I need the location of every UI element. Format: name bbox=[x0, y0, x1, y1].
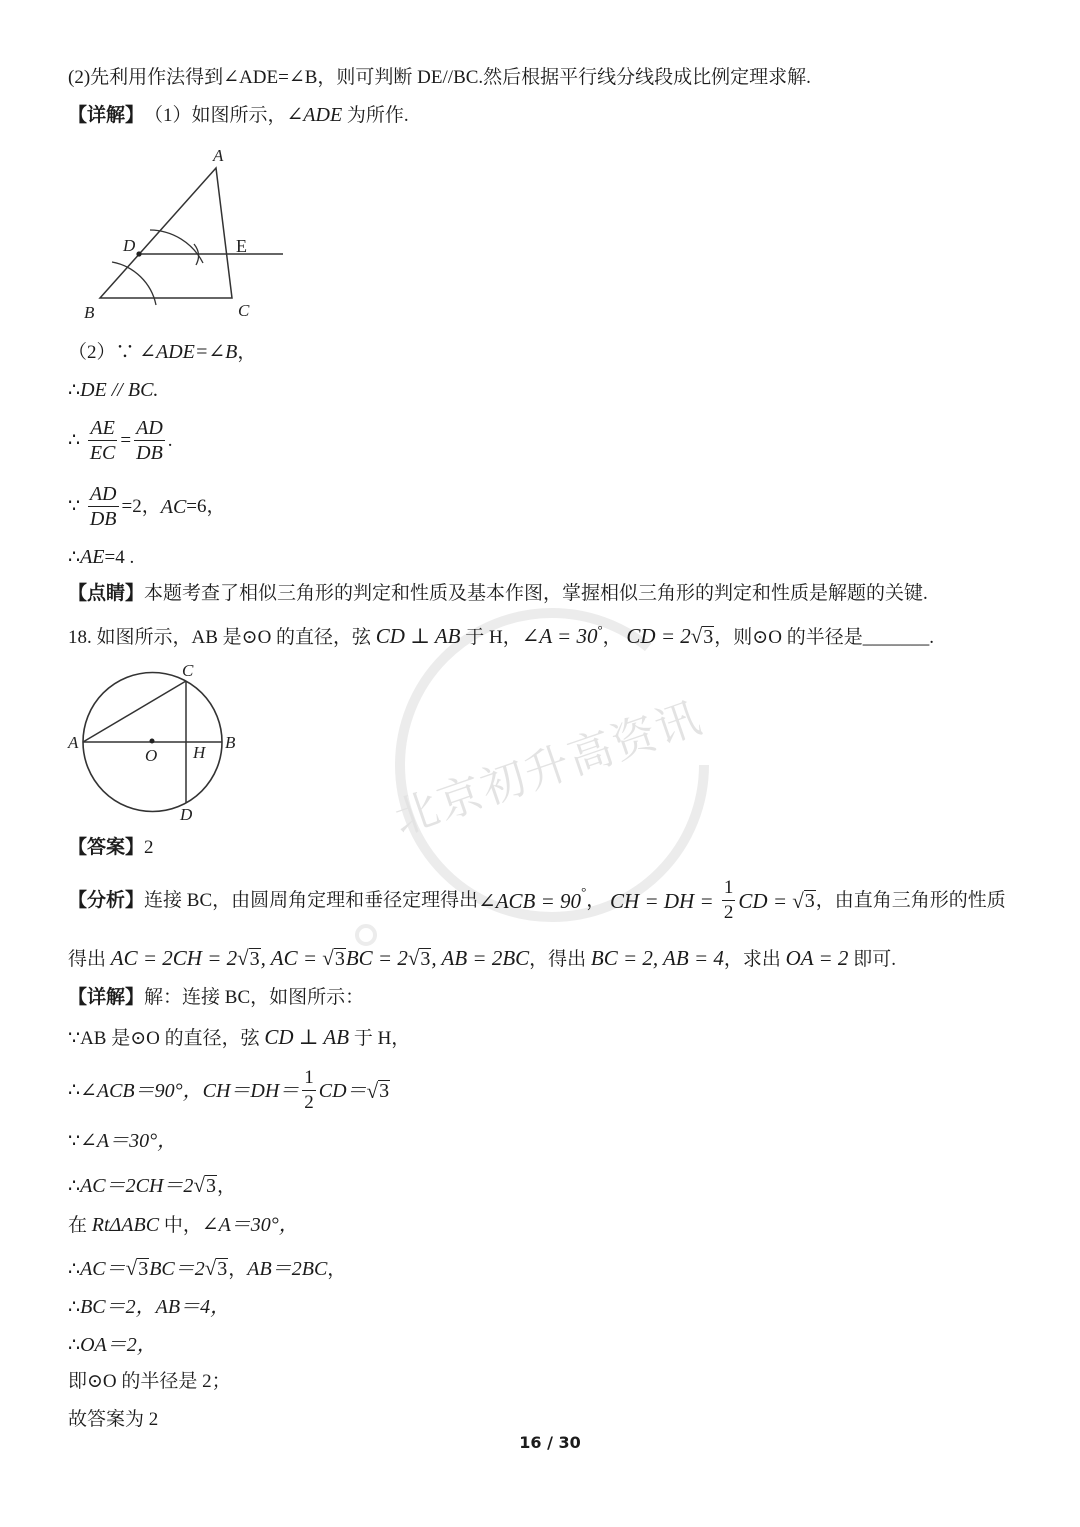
math-expression: ∠ADE=∠B bbox=[139, 341, 238, 363]
fraction bbox=[88, 482, 119, 531]
solution-line-4 bbox=[68, 1173, 236, 1199]
text-segment: 为所作. bbox=[342, 105, 409, 126]
text-segment: ， bbox=[586, 889, 611, 911]
segment-ac bbox=[83, 681, 186, 742]
point-o bbox=[150, 739, 155, 744]
page-number: 16 / 30 bbox=[519, 1433, 581, 1452]
text-segment: 于 H， bbox=[349, 1028, 411, 1049]
text-segment: ，得出 bbox=[529, 949, 591, 970]
text-segment: ， bbox=[216, 1176, 236, 1197]
detail-1-line bbox=[68, 103, 409, 128]
watermark-text: 北京初升高资讯 bbox=[387, 691, 709, 845]
watermark-dot bbox=[357, 926, 375, 944]
text-segment: 于 H， bbox=[460, 627, 522, 648]
text-segment: 中， bbox=[159, 1215, 202, 1236]
math-expression: OA＝2， bbox=[80, 1334, 157, 1356]
text-segment: =6， bbox=[186, 495, 226, 517]
text-segment: 连接 BC，由圆周角定理和垂径定理得出 bbox=[144, 889, 479, 911]
math-expression: ∠A = 30 bbox=[521, 624, 598, 648]
denominator: EC bbox=[89, 442, 116, 464]
therefore-symbol: ∴ bbox=[68, 547, 81, 568]
therefore-symbol: ∴ bbox=[68, 1259, 81, 1280]
label-b: B bbox=[225, 733, 236, 752]
radical-sign: √ bbox=[193, 1173, 205, 1197]
radicand: 3 bbox=[334, 948, 345, 970]
text-segment: 在 bbox=[68, 1215, 92, 1236]
text-segment: =4 . bbox=[104, 547, 135, 568]
label-d: D bbox=[123, 236, 136, 255]
math-expression: AC = 2CH = 2 bbox=[110, 946, 238, 970]
numerator: 1 bbox=[722, 876, 736, 901]
radical-sign: √ bbox=[366, 1078, 379, 1103]
intro-line bbox=[68, 66, 811, 90]
fraction bbox=[722, 876, 736, 925]
radical-sign: √ bbox=[792, 888, 804, 913]
math-expression: , AC = bbox=[260, 946, 323, 970]
math-expression: ∠A＝30°， bbox=[80, 1130, 178, 1152]
label-c: C bbox=[182, 661, 194, 680]
text-segment: 即⊙O 的半径是 2； bbox=[68, 1371, 231, 1392]
radicand: 3 bbox=[703, 626, 714, 648]
numerator: AD bbox=[136, 417, 163, 439]
solution-line-6 bbox=[68, 1256, 346, 1282]
denominator: 2 bbox=[723, 902, 734, 923]
text-segment: ， bbox=[602, 627, 627, 648]
text-segment: ，求出 bbox=[723, 949, 786, 970]
section-label: 【点睛】 bbox=[68, 583, 145, 604]
radicand: 3 bbox=[138, 1258, 149, 1280]
triangle-abc bbox=[100, 168, 232, 298]
label-h: H bbox=[193, 743, 206, 762]
solution-line-5 bbox=[68, 1213, 299, 1238]
label-d: D bbox=[180, 805, 193, 824]
equals-sign: = bbox=[120, 429, 132, 451]
section-label: 【详解】 bbox=[68, 987, 145, 1008]
radical-sign: √ bbox=[407, 946, 420, 970]
math-expression: BC＝2，AB＝4， bbox=[80, 1296, 231, 1318]
text-segment: ， bbox=[237, 342, 257, 363]
text-segment: . bbox=[167, 429, 173, 451]
math-expression: AC bbox=[160, 495, 187, 518]
remark-line bbox=[68, 582, 928, 606]
radical-sign: √ bbox=[322, 946, 334, 970]
therefore-symbol: ∴ bbox=[68, 1335, 81, 1356]
math-expression: ∠ACB = 90 bbox=[478, 888, 582, 913]
math-expression: CD = bbox=[738, 888, 793, 913]
text-segment: 即可. bbox=[848, 949, 896, 970]
because-symbol: ∵ bbox=[68, 495, 85, 517]
figure-triangle-construction bbox=[80, 145, 295, 325]
text-segment: . bbox=[929, 627, 934, 648]
step-6-line bbox=[68, 545, 134, 570]
text-segment: ，则⊙O 的半径是 bbox=[714, 627, 863, 648]
text-segment: (2)先利用作法得到∠ADE=∠B，则可判断 DE//BC.然后根据平行线分线段成比例定理求解. bbox=[68, 67, 811, 88]
denominator: DB bbox=[89, 508, 117, 530]
radicand: 3 bbox=[379, 1080, 390, 1102]
radicand: 3 bbox=[249, 948, 260, 970]
answer-line bbox=[68, 836, 154, 860]
section-label: 【分析】 bbox=[68, 889, 145, 911]
text-segment: 故答案为 2 bbox=[68, 1409, 159, 1430]
math-expression: AB＝2BC bbox=[247, 1258, 328, 1280]
numerator: 1 bbox=[302, 1066, 316, 1091]
solution-line-7 bbox=[68, 1295, 230, 1320]
point-d bbox=[136, 251, 141, 256]
radicand: 3 bbox=[420, 948, 431, 970]
therefore-symbol: ∴ bbox=[68, 1079, 81, 1101]
math-expression: BC＝2 bbox=[149, 1258, 205, 1280]
numerator: AE bbox=[90, 417, 115, 439]
solution-line-8 bbox=[68, 1333, 157, 1358]
therefore-symbol: ∴ bbox=[68, 380, 81, 401]
step-3-line bbox=[68, 378, 158, 403]
radicand: 3 bbox=[217, 1258, 228, 1280]
math-expression: , AB = 2BC bbox=[431, 946, 530, 970]
degree-sign: ° bbox=[581, 883, 587, 899]
text-segment: ， bbox=[228, 1259, 248, 1280]
section-label: 【答案】 bbox=[68, 837, 145, 858]
math-expression: CD ⊥ AB bbox=[264, 1025, 350, 1049]
text-segment: ， bbox=[327, 1259, 347, 1280]
denominator: 2 bbox=[304, 1092, 314, 1113]
answer-blank: _______ bbox=[862, 627, 930, 648]
denominator: DB bbox=[136, 442, 163, 464]
text-segment: ，由直角三角形的性质 bbox=[815, 889, 1006, 911]
math-expression: BC = 2, AB = 4 bbox=[590, 946, 724, 970]
label-c: C bbox=[238, 301, 250, 320]
therefore-symbol: ∴ bbox=[68, 1297, 81, 1318]
math-expression: BC = 2 bbox=[345, 946, 408, 970]
math-expression: DE // BC. bbox=[80, 379, 159, 401]
math-expression: CH＝DH＝ bbox=[202, 1079, 300, 1102]
step-5-line bbox=[68, 482, 226, 531]
radical-sign: √ bbox=[125, 1256, 138, 1280]
math-expression: CH = DH = bbox=[610, 888, 719, 913]
text-segment: 解：连接 BC，如图所示： bbox=[144, 987, 365, 1008]
analysis-line-2 bbox=[68, 946, 896, 972]
figure-circle bbox=[65, 660, 255, 830]
math-expression: RtΔABC bbox=[91, 1214, 160, 1236]
solution-line-9 bbox=[68, 1370, 231, 1394]
math-expression: CD = 2 bbox=[626, 624, 691, 648]
text-segment: 得出 bbox=[68, 949, 111, 970]
radicand: 3 bbox=[804, 890, 815, 912]
section-label: 【详解】 bbox=[68, 105, 145, 126]
text-segment: ∵AB 是⊙O 的直径，弦 bbox=[68, 1028, 265, 1049]
analysis-line-1 bbox=[68, 876, 1006, 925]
math-expression: AC＝ bbox=[80, 1258, 126, 1280]
label-b: B bbox=[84, 303, 95, 322]
solution-line-10 bbox=[68, 1408, 158, 1432]
therefore-symbol: ∴ bbox=[68, 429, 85, 451]
label-a: A bbox=[213, 146, 224, 165]
math-expression: OA = 2 bbox=[785, 946, 849, 970]
text-segment: 本题考查了相似三角形的判定和性质及基本作图，掌握相似三角形的判定和性质是解题的关键. bbox=[144, 583, 928, 604]
radical-sign: √ bbox=[237, 946, 249, 970]
radical-sign: √ bbox=[204, 1256, 217, 1280]
answer-value: 2 bbox=[144, 837, 154, 858]
solution-line-3 bbox=[68, 1129, 177, 1154]
text-segment: （1）如图所示， bbox=[144, 105, 287, 126]
label-e: E bbox=[236, 236, 247, 256]
solution-heading bbox=[68, 986, 364, 1010]
step-2-line bbox=[68, 340, 256, 365]
math-expression: AE bbox=[80, 546, 105, 568]
math-expression: CD＝ bbox=[318, 1079, 367, 1102]
math-expression: ∠ACB＝90°， bbox=[80, 1079, 203, 1102]
text-segment: =2， bbox=[121, 495, 161, 517]
step-4-line bbox=[68, 416, 173, 465]
question-18-line bbox=[68, 624, 934, 651]
solution-line-1 bbox=[68, 1025, 410, 1051]
label-o: O bbox=[145, 746, 158, 765]
text-segment: 18. 如图所示，AB 是⊙O 的直径，弦 bbox=[68, 627, 376, 648]
math-expression: AC＝2CH＝2 bbox=[80, 1175, 194, 1197]
radicand: 3 bbox=[205, 1175, 216, 1197]
math-expression: CD ⊥ AB bbox=[375, 624, 461, 648]
solution-line-2 bbox=[68, 1066, 390, 1115]
fraction bbox=[88, 416, 118, 465]
fraction bbox=[302, 1066, 316, 1115]
fraction bbox=[134, 416, 165, 465]
radical-sign: √ bbox=[690, 624, 703, 648]
math-expression: ∠A＝30°， bbox=[201, 1214, 299, 1236]
because-symbol: ∵ bbox=[68, 1131, 81, 1152]
label-a: A bbox=[68, 733, 79, 752]
text-segment: （2）∵ bbox=[68, 342, 140, 363]
math-expression: ∠ADE bbox=[286, 104, 343, 126]
degree-sign: ° bbox=[597, 622, 603, 637]
numerator: AD bbox=[89, 483, 117, 505]
therefore-symbol: ∴ bbox=[68, 1176, 81, 1197]
